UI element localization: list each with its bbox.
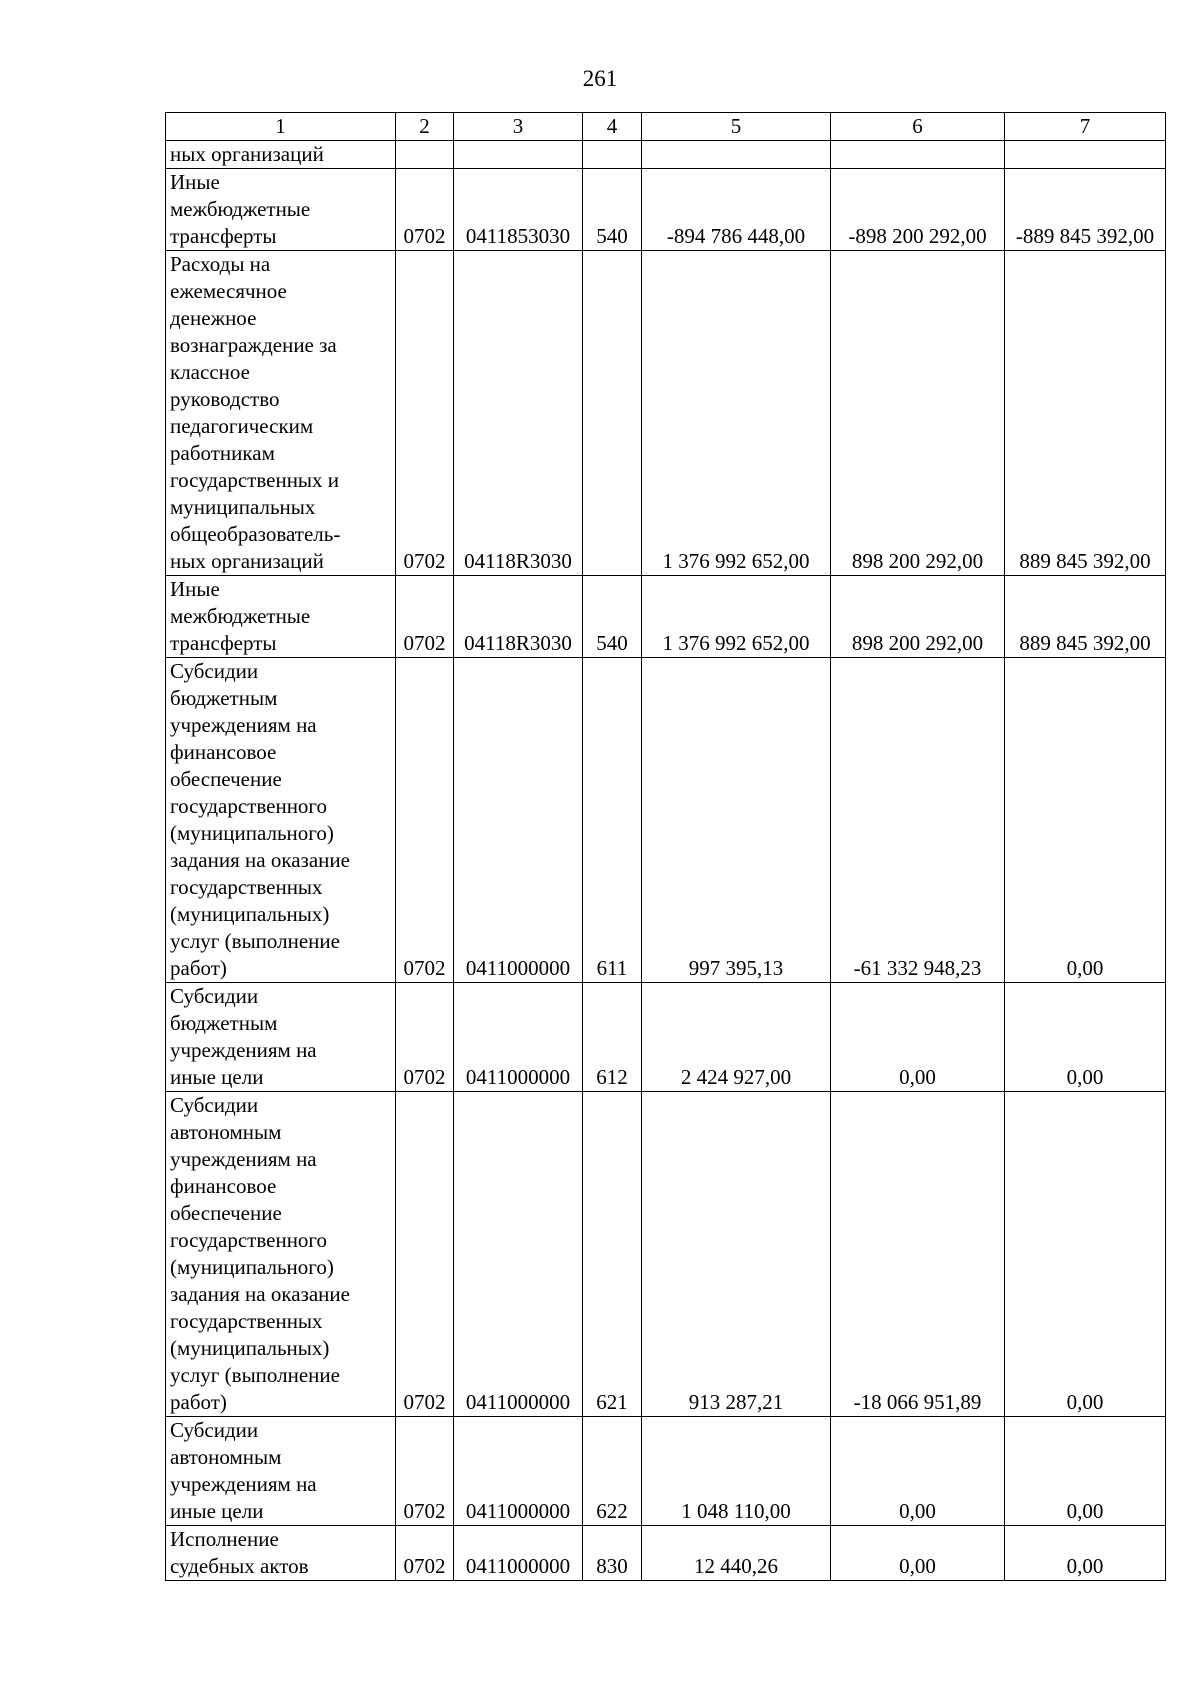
target-article-code: 0411000000 (454, 1092, 583, 1417)
target-article-code: 0411000000 (454, 1526, 583, 1581)
expense-type-code: 830 (583, 1526, 642, 1581)
expense-type-code: 612 (583, 983, 642, 1092)
amount-col7 (1005, 141, 1166, 169)
row-name: Иные межбюджетные трансферты (166, 576, 396, 658)
amount-col7: 0,00 (1005, 983, 1166, 1092)
amount-col7: 0,00 (1005, 1092, 1166, 1417)
amount-col7: 0,00 (1005, 1417, 1166, 1526)
amount-col6: -898 200 292,00 (831, 169, 1005, 251)
target-article-code: 0411000000 (454, 983, 583, 1092)
target-article-code: 0411853030 (454, 169, 583, 251)
expense-type-code: 611 (583, 658, 642, 983)
amount-col6: -18 066 951,89 (831, 1092, 1005, 1417)
column-header: 4 (583, 113, 642, 141)
row-name: Исполнение судебных актов (166, 1526, 396, 1581)
amount-col6 (831, 141, 1005, 169)
column-header: 5 (642, 113, 831, 141)
amount-col6: -61 332 948,23 (831, 658, 1005, 983)
amount-col6: 0,00 (831, 1526, 1005, 1581)
column-header: 2 (396, 113, 454, 141)
expense-type-code (583, 141, 642, 169)
target-article-code: 04118R3030 (454, 576, 583, 658)
column-header: 6 (831, 113, 1005, 141)
amount-col5: 1 048 110,00 (642, 1417, 831, 1526)
target-article-code (454, 141, 583, 169)
column-header: 1 (166, 113, 396, 141)
section-code: 0702 (396, 1526, 454, 1581)
table-header-row (166, 113, 1166, 141)
table-row (166, 658, 1166, 983)
amount-col5: 997 395,13 (642, 658, 831, 983)
row-name: Иные межбюджетные трансферты (166, 169, 396, 251)
amount-col5: -894 786 448,00 (642, 169, 831, 251)
amount-col5: 2 424 927,00 (642, 983, 831, 1092)
amount-col6: 0,00 (831, 1417, 1005, 1526)
amount-col7: 889 845 392,00 (1005, 576, 1166, 658)
row-name: Субсидии бюджетным учреждениям на иные цели (166, 983, 396, 1092)
target-article-code: 0411000000 (454, 1417, 583, 1526)
target-article-code: 0411000000 (454, 658, 583, 983)
section-code: 0702 (396, 658, 454, 983)
section-code: 0702 (396, 983, 454, 1092)
amount-col7: 0,00 (1005, 658, 1166, 983)
amount-col5: 1 376 992 652,00 (642, 251, 831, 576)
row-name: ных организаций (166, 141, 396, 169)
amount-col6: 898 200 292,00 (831, 251, 1005, 576)
budget-table (165, 112, 1166, 1581)
column-header: 3 (454, 113, 583, 141)
target-article-code: 04118R3030 (454, 251, 583, 576)
page-number: 261 (582, 66, 618, 91)
amount-col5 (642, 141, 831, 169)
amount-col6: 898 200 292,00 (831, 576, 1005, 658)
table-row (166, 1417, 1166, 1526)
amount-col6: 0,00 (831, 983, 1005, 1092)
section-code: 0702 (396, 251, 454, 576)
section-code (396, 141, 454, 169)
expense-type-code (583, 251, 642, 576)
table-row (166, 169, 1166, 251)
row-name: Субсидии автономным учреждениям на финансовое обеспечение государственного (муниципального) задания на оказание государственных (муниципальных) услуг (выполнение работ) (166, 1092, 396, 1417)
section-code: 0702 (396, 1092, 454, 1417)
expense-type-code: 540 (583, 169, 642, 251)
row-name: Расходы на ежемесячное денежное вознаграждение за классное руководство педагогическим работникам государственных и муниципальных общеобразователь- ных организаций (166, 251, 396, 576)
expense-type-code: 540 (583, 576, 642, 658)
column-header: 7 (1005, 113, 1166, 141)
amount-col5: 12 440,26 (642, 1526, 831, 1581)
table-row (166, 983, 1166, 1092)
table-row (166, 576, 1166, 658)
table-row (166, 141, 1166, 169)
section-code: 0702 (396, 1417, 454, 1526)
table-row (166, 1092, 1166, 1417)
section-code: 0702 (396, 169, 454, 251)
row-name: Субсидии бюджетным учреждениям на финансовое обеспечение государственного (муниципального) задания на оказание государственных (муниципальных) услуг (выполнение работ) (166, 658, 396, 983)
row-name: Субсидии автономным учреждениям на иные цели (166, 1417, 396, 1526)
amount-col7: -889 845 392,00 (1005, 169, 1166, 251)
table-row (166, 251, 1166, 576)
table-row (166, 1526, 1166, 1581)
expense-type-code: 621 (583, 1092, 642, 1417)
amount-col7: 0,00 (1005, 1526, 1166, 1581)
expense-type-code: 622 (583, 1417, 642, 1526)
amount-col5: 1 376 992 652,00 (642, 576, 831, 658)
section-code: 0702 (396, 576, 454, 658)
amount-col5: 913 287,21 (642, 1092, 831, 1417)
amount-col7: 889 845 392,00 (1005, 251, 1166, 576)
